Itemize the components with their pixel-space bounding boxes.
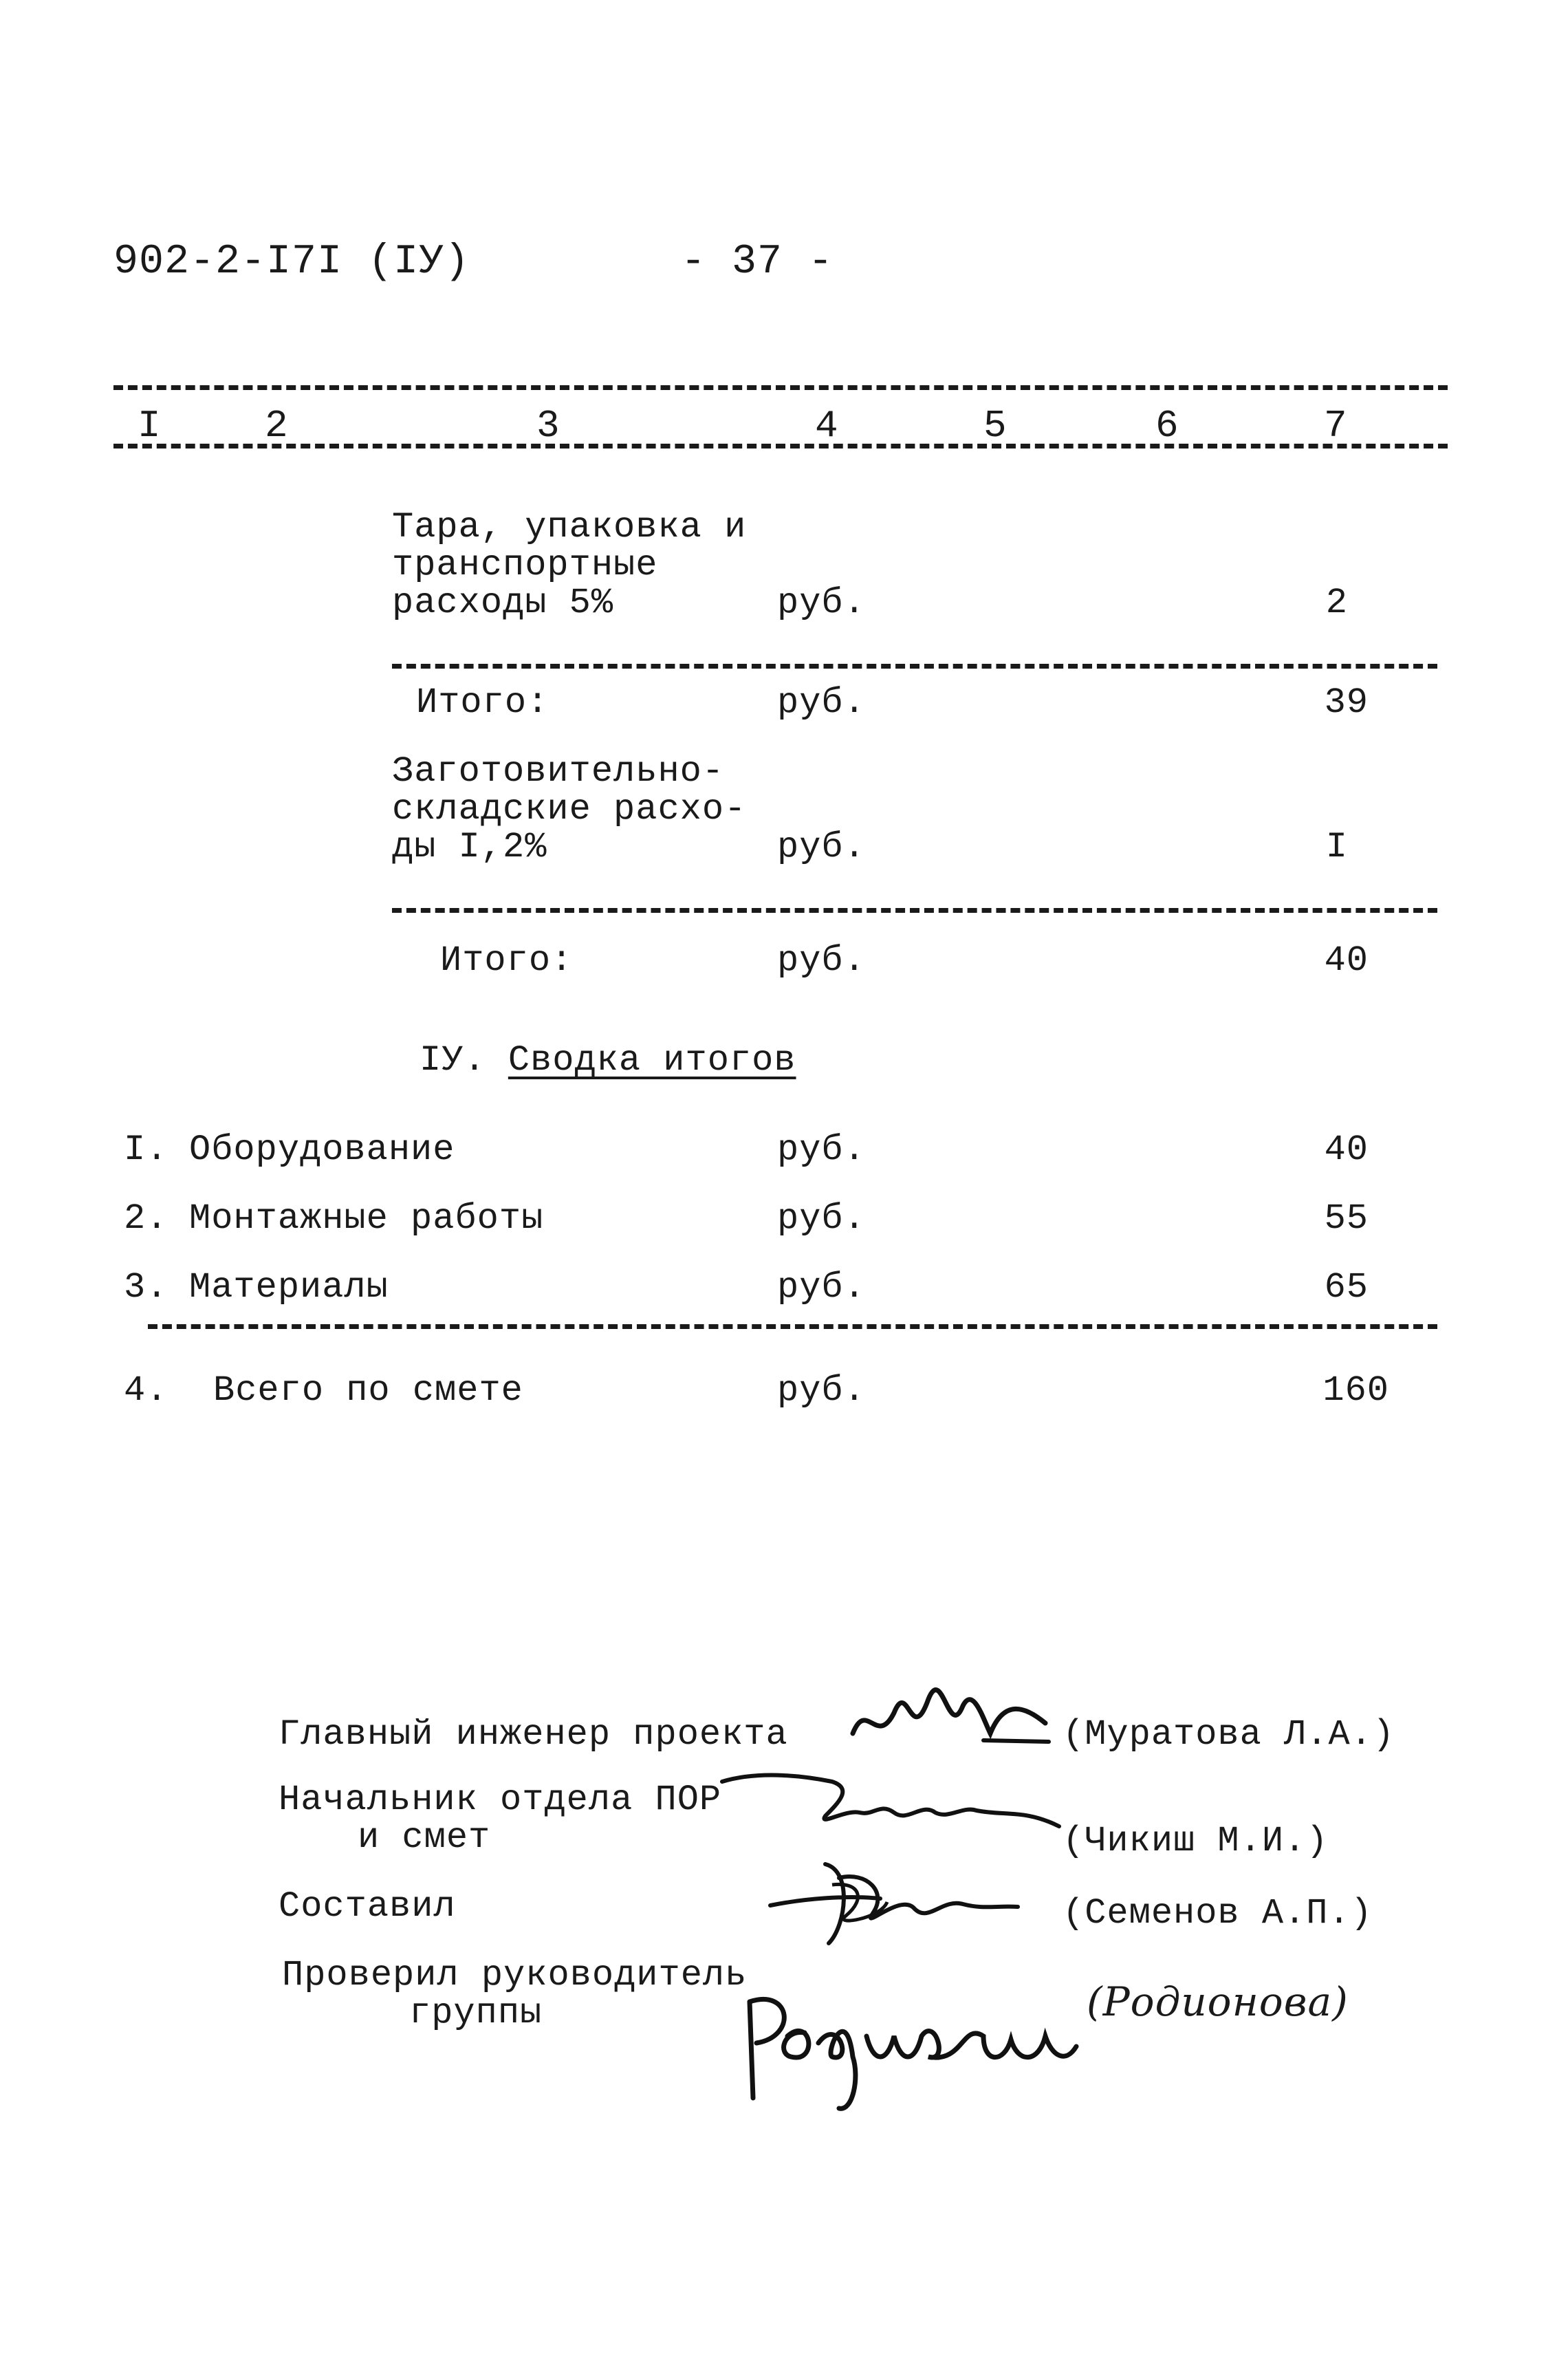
signature-scribble-3: [763, 1850, 1025, 1957]
column-header-bottom-rule: [113, 444, 1448, 448]
summary-item-number: 3.: [124, 1267, 168, 1308]
summary-item-number: 2.: [124, 1198, 168, 1239]
signature-scribble-2: [715, 1761, 1073, 1847]
row-label-line: Заготовительно-: [392, 751, 725, 792]
signature-scribble-4: [736, 1960, 1080, 2122]
signatory-name: (Родионова): [1087, 1978, 1349, 2025]
summary-heading-number: IУ.: [420, 1040, 486, 1081]
row-unit: руб.: [777, 682, 866, 723]
row-value: 39: [1324, 682, 1369, 723]
signatory-role: Главный инженер проекта: [279, 1714, 788, 1755]
summary-item-unit: руб.: [777, 1198, 866, 1239]
row-value: 40: [1324, 940, 1369, 981]
signatory-name: (Семенов А.П.): [1063, 1893, 1373, 1934]
row-label-line: Итого:: [416, 682, 549, 723]
summary-heading-title: Сводка итогов: [508, 1040, 796, 1081]
row-label-line: расходы 5%: [392, 583, 614, 623]
summary-item-label: Монтажные работы: [189, 1198, 544, 1239]
subtotal-rule: [392, 664, 1437, 669]
summary-item-unit: руб.: [777, 1267, 866, 1308]
document-code: 902-2-I7I (IУ): [113, 239, 470, 285]
column-header-1: I: [138, 404, 162, 448]
summary-heading: [420, 1042, 796, 1080]
summary-item-value: 65: [1324, 1267, 1369, 1308]
signatory-name: (Чикиш М.И.): [1063, 1821, 1329, 1861]
signatory-role: группы: [409, 1993, 543, 2033]
signatory-name: (Муратова Л.А.): [1063, 1714, 1395, 1755]
column-header-7: 7: [1324, 404, 1348, 448]
row-value: I: [1325, 827, 1348, 867]
page-number: - 37 -: [681, 239, 834, 285]
summary-item-value: 40: [1324, 1130, 1369, 1170]
row-unit: руб.: [777, 827, 866, 867]
row-value: 2: [1325, 583, 1348, 623]
row-label-line: Итого:: [440, 940, 574, 981]
column-header-3: 3: [536, 404, 560, 448]
summary-total-value: 160: [1322, 1370, 1389, 1411]
row-label-line: транспортные: [392, 545, 658, 585]
row-unit: руб.: [777, 940, 866, 981]
column-header-4: 4: [815, 404, 839, 448]
summary-total-unit: руб.: [777, 1370, 866, 1411]
summary-item-unit: руб.: [777, 1130, 866, 1170]
signature-scribble-1: [846, 1658, 1052, 1771]
row-label-line: Тара, упаковка и: [392, 507, 747, 548]
signatory-role: Начальник отдела ПОР: [279, 1780, 722, 1820]
column-header-top-rule: [113, 385, 1448, 390]
summary-item-value: 55: [1324, 1198, 1369, 1239]
summary-item-number: I.: [124, 1130, 168, 1170]
signatory-role: Составил: [279, 1886, 456, 1927]
signatory-role: и смет: [358, 1817, 491, 1858]
summary-total-label: Всего по смете: [213, 1370, 523, 1411]
row-label-line: ды I,2%: [392, 827, 547, 867]
row-unit: руб.: [777, 583, 866, 623]
subtotal-rule: [392, 908, 1437, 913]
summary-total-number: 4.: [124, 1370, 168, 1411]
column-header-5: 5: [983, 404, 1008, 448]
summary-item-label: Материалы: [189, 1267, 389, 1308]
row-label-line: складские расхо-: [392, 789, 747, 830]
column-header-2: 2: [265, 404, 289, 448]
summary-total-rule: [148, 1324, 1437, 1329]
summary-item-label: Оборудование: [189, 1130, 455, 1170]
column-header-6: 6: [1155, 404, 1179, 448]
signatory-role: Проверил руководитель: [282, 1955, 748, 1996]
